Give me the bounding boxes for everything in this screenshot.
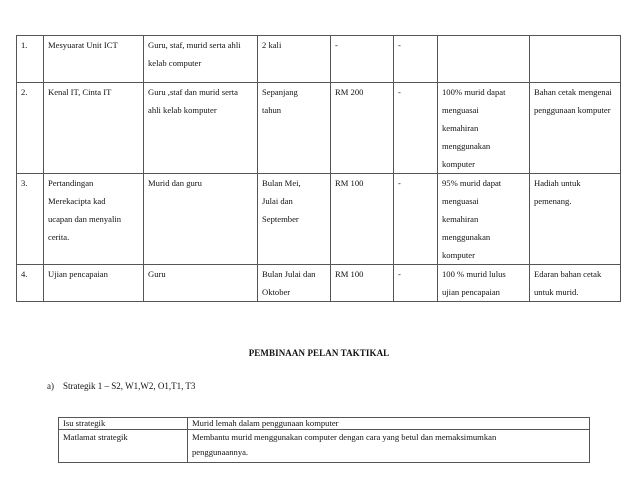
cell-activity [44, 36, 144, 83]
cell-line: tahun [262, 105, 282, 115]
cell-line: - [398, 87, 401, 97]
cell-line: ucapan dan menyalin [48, 214, 122, 224]
cell-line: September [262, 214, 299, 224]
cell-line: komputer [442, 250, 475, 260]
cell-cost [331, 265, 394, 302]
cell-activity [44, 174, 144, 265]
strategy-table [58, 417, 590, 463]
table-row [17, 36, 621, 83]
activity-table [16, 35, 621, 302]
cell-line: Bulan Julai dan [262, 269, 316, 279]
cell-line: pemenang. [534, 196, 572, 206]
table-row [59, 430, 590, 463]
cell-remarks [530, 83, 621, 174]
cell-line: Guru, staf, murid serta ahli [148, 40, 241, 50]
cell-no: 4. [17, 265, 44, 302]
cell-line: Julai dan [262, 196, 293, 206]
cell-line: Mesyuarat Unit ICT [48, 40, 118, 50]
cell-no: 3. [17, 174, 44, 265]
cell-no: 1. [17, 36, 44, 83]
cell-line: Ujian pencapaian [48, 269, 108, 279]
cell-remarks [530, 265, 621, 302]
cell-line: Merekacipta kad [48, 196, 106, 206]
cell-line: 2 kali [262, 40, 282, 50]
cell-line: menggunakan [442, 141, 491, 151]
cell-kpi [438, 83, 530, 174]
table-row [17, 265, 621, 302]
table-row [59, 418, 590, 430]
cell-line: penggunaan komputer [534, 105, 611, 115]
cell-target [144, 36, 258, 83]
strategy-label: Strategik 1 – S2, W1,W2, O1,T1, T3 [63, 381, 196, 391]
cell-col6 [394, 83, 438, 174]
goal-value [188, 430, 590, 463]
cell-line: RM 100 [335, 269, 364, 279]
cell-line: menguasai [442, 196, 479, 206]
cell-line: RM 100 [335, 178, 364, 188]
table-row [17, 83, 621, 174]
cell-kpi [438, 36, 530, 83]
cell-line: Oktober [262, 287, 291, 297]
cell-activity [44, 265, 144, 302]
cell-line: Guru [148, 269, 166, 279]
cell-line: kemahiran [442, 123, 479, 133]
cell-target [144, 265, 258, 302]
cell-line: cerita. [48, 232, 70, 242]
cell-cost [331, 83, 394, 174]
cell-col6 [394, 174, 438, 265]
cell-line: ahli kelab komputer [148, 105, 217, 115]
cell-line: Bulan Mei, [262, 178, 301, 188]
cell-remarks [530, 36, 621, 83]
cell-line: Kenal IT, Cinta IT [48, 87, 112, 97]
cell-time [258, 83, 331, 174]
cell-line: menggunakan [442, 232, 491, 242]
cell-activity [44, 83, 144, 174]
cell-line: 100% murid dapat [442, 87, 506, 97]
cell-line: Hadiah untuk [534, 178, 581, 188]
cell-remarks [530, 174, 621, 265]
cell-line: Edaran bahan cetak [534, 269, 602, 279]
cell-line: Murid dan guru [148, 178, 202, 188]
cell-line: 95% murid dapat [442, 178, 502, 188]
cell-line: untuk murid. [534, 287, 579, 297]
cell-kpi [438, 265, 530, 302]
goal-label: Matlamat strategik [59, 430, 188, 463]
cell-time [258, 265, 331, 302]
cell-line: ujian pencapaian [442, 287, 500, 297]
cell-line: Sepanjang [262, 87, 298, 97]
cell-line: Bahan cetak mengenai [534, 87, 612, 97]
cell-target [144, 174, 258, 265]
cell-col6 [394, 36, 438, 83]
cell-time [258, 36, 331, 83]
cell-line: kemahiran [442, 214, 479, 224]
cell-line: - [398, 178, 401, 188]
cell-cost [331, 174, 394, 265]
cell-cost [331, 36, 394, 83]
cell-line: 100 % murid lulus [442, 269, 506, 279]
cell-line: komputer [442, 159, 475, 169]
cell-line: - [335, 40, 338, 50]
issue-value: Murid lemah dalam penggunaan komputer [188, 418, 590, 430]
cell-line: - [398, 40, 401, 50]
cell-target [144, 83, 258, 174]
cell-line: Pertandingan [48, 178, 94, 188]
cell-line: RM 200 [335, 87, 364, 97]
cell-line: kelab computer [148, 58, 202, 68]
issue-label: Isu strategik [59, 418, 188, 430]
goal-value-line: Membantu murid menggunakan computer dengan cara yang betul dan memaksimumkan [192, 432, 497, 442]
table-row [17, 174, 621, 265]
list-marker: a) [47, 381, 54, 391]
cell-no: 2. [17, 83, 44, 174]
goal-value-line: penggunaannya. [192, 447, 249, 457]
cell-line: - [398, 269, 401, 279]
cell-time [258, 174, 331, 265]
cell-line: Guru ,staf dan murid serta [148, 87, 238, 97]
cell-col6 [394, 265, 438, 302]
section-title: PEMBINAAN PELAN TAKTIKAL [248, 348, 390, 358]
cell-line: menguasai [442, 105, 479, 115]
strategy-item [47, 381, 195, 391]
cell-kpi [438, 174, 530, 265]
